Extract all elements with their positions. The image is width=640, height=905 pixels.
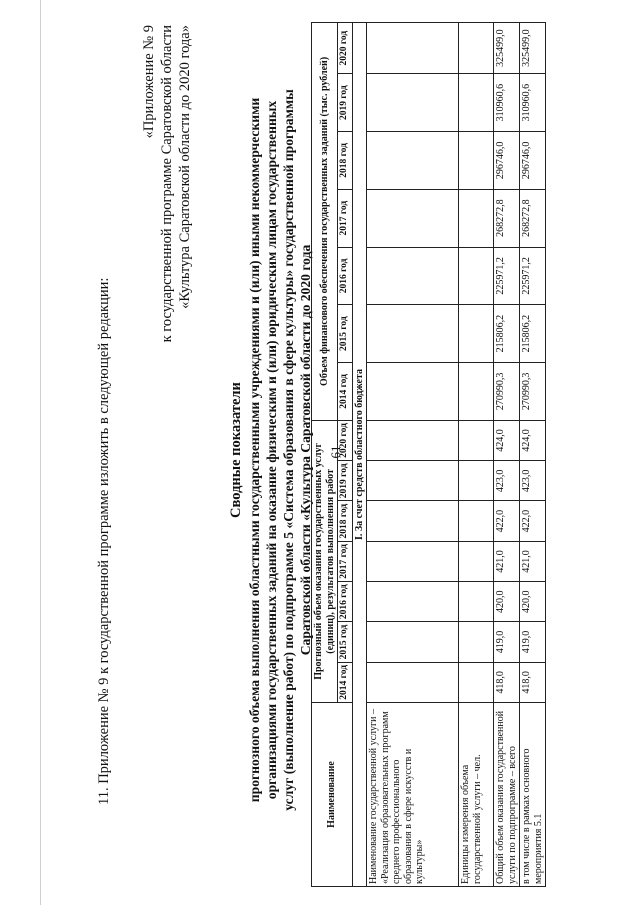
page-number: 61 (328, 445, 343, 459)
row-name: Общий объем оказания государственной услуги по подпрограмме – всего (494, 702, 520, 886)
finance-cell: 268272,8 (494, 189, 520, 247)
finance-cell: 270990,3 (494, 363, 520, 421)
volume-cell: 422,0 (494, 501, 520, 541)
volume-cell: 421,0 (520, 541, 546, 581)
volume-cell (367, 541, 459, 581)
finance-cell: 225971,2 (520, 247, 546, 305)
volume-cell: 424,0 (520, 420, 546, 460)
finance-cell (367, 23, 459, 74)
volume-cell (459, 662, 494, 702)
finance-cell: 325499,0 (520, 23, 546, 74)
volume-cell (459, 420, 494, 460)
finance-cell (367, 363, 459, 421)
finance-cell (459, 363, 494, 421)
finance-cell (459, 247, 494, 305)
volume-cell: 418,0 (520, 662, 546, 702)
finance-cell (367, 305, 459, 363)
finance-cell: 296746,0 (494, 132, 520, 190)
table-row (520, 23, 546, 887)
col-name-header: Наименование (312, 702, 353, 886)
volume-cell: 419,0 (520, 622, 546, 662)
volume-cell (367, 582, 459, 622)
finance-cell: 310960,6 (494, 74, 520, 132)
appendix-line: «Культура Саратовской области до 2020 года» (177, 25, 193, 309)
year-header: 2015 год (338, 622, 353, 662)
year-header: 2016 год (338, 582, 353, 622)
finance-cell (367, 132, 459, 190)
year-header: 2015 год (338, 305, 353, 363)
finance-cell: 215806,2 (494, 305, 520, 363)
year-header: 2017 год (338, 189, 353, 247)
volume-cell: 418,0 (494, 662, 520, 702)
finance-cell (459, 132, 494, 190)
finance-cell (459, 305, 494, 363)
table-row (459, 23, 494, 887)
volume-cell: 420,0 (520, 582, 546, 622)
volume-cell (459, 461, 494, 501)
table-row (367, 23, 459, 887)
finance-cell (367, 74, 459, 132)
year-header: 2020 год (338, 420, 353, 460)
appendix-line: «Приложение № 9 (141, 25, 157, 139)
year-header: 2019 год (338, 461, 353, 501)
title-line: прогнозного объема выполнения областными государственными учреждениями и (или) иными некоммерческими (247, 97, 262, 803)
finance-cell: 310960,6 (520, 74, 546, 132)
intro-text: 11. Приложение № 9 к государственной программе изложить в следующей редакции: (96, 277, 112, 805)
section-label: I. За счет средств областного бюджета (352, 23, 367, 887)
year-header: 2020 год (338, 23, 353, 74)
volume-cell (367, 662, 459, 702)
year-header: 2017 год (338, 541, 353, 581)
finance-cell: 325499,0 (494, 23, 520, 74)
finance-cell (367, 247, 459, 305)
volume-cell: 421,0 (494, 541, 520, 581)
volume-cell (459, 622, 494, 662)
indicators-table (311, 22, 546, 887)
volume-cell: 424,0 (494, 420, 520, 460)
volume-cell (459, 541, 494, 581)
finance-cell (367, 189, 459, 247)
title-heading: Сводные показатели (228, 382, 244, 518)
volume-cell (367, 461, 459, 501)
volume-cell (367, 420, 459, 460)
year-header: 2018 год (338, 132, 353, 190)
volume-cell: 419,0 (494, 622, 520, 662)
year-header: 2016 год (338, 247, 353, 305)
finance-cell (459, 189, 494, 247)
appendix-header (140, 25, 194, 385)
finance-cell: 270990,3 (520, 363, 546, 421)
group-finance-header: Объем финансового обеспечения государственных заданий (тыс. рублей) (312, 23, 338, 421)
volume-cell: 423,0 (494, 461, 520, 501)
volume-cell (459, 501, 494, 541)
finance-cell: 215806,2 (520, 305, 546, 363)
volume-cell: 423,0 (520, 461, 546, 501)
document-title (228, 35, 314, 865)
title-line: услуг (выполнение работ) по подпрограмме 5 «Система образования в сфере культуры» государственной программы (281, 89, 296, 811)
finance-cell: 296746,0 (520, 132, 546, 190)
year-header: 2014 год (338, 363, 353, 421)
group-volume-header: Прогнозный объем оказания государственных услуг (единиц), результатов выполнения работ (312, 420, 338, 702)
row-name: Наименование государственной услуги – «Реализация образовательных программ среднего профессионального образования в сфере искусств и культуры» (367, 702, 459, 886)
finance-cell: 225971,2 (494, 247, 520, 305)
finance-cell (459, 23, 494, 74)
title-line: организациями государственных заданий на оказание физическим и (или) юридическим лицам государственных (264, 100, 279, 800)
finance-cell (459, 74, 494, 132)
year-header: 2018 год (338, 501, 353, 541)
volume-cell (367, 501, 459, 541)
table-row (494, 23, 520, 887)
table-header-row (312, 23, 338, 887)
volume-cell: 420,0 (494, 582, 520, 622)
volume-cell (459, 582, 494, 622)
row-name: Единицы измерения объема государственной услуги – чел. (459, 702, 494, 886)
row-name: в том числе в рамках основного мероприятия 5.1 (520, 702, 546, 886)
finance-cell: 268272,8 (520, 189, 546, 247)
appendix-line: к государственной программе Саратовской области (159, 25, 175, 343)
volume-cell (367, 622, 459, 662)
year-header: 2014 год (338, 662, 353, 702)
volume-cell: 422,0 (520, 501, 546, 541)
title-line: Саратовской области «Культура Саратовской области до 2020 года (298, 244, 313, 656)
section-row (352, 23, 367, 887)
year-header: 2019 год (338, 74, 353, 132)
